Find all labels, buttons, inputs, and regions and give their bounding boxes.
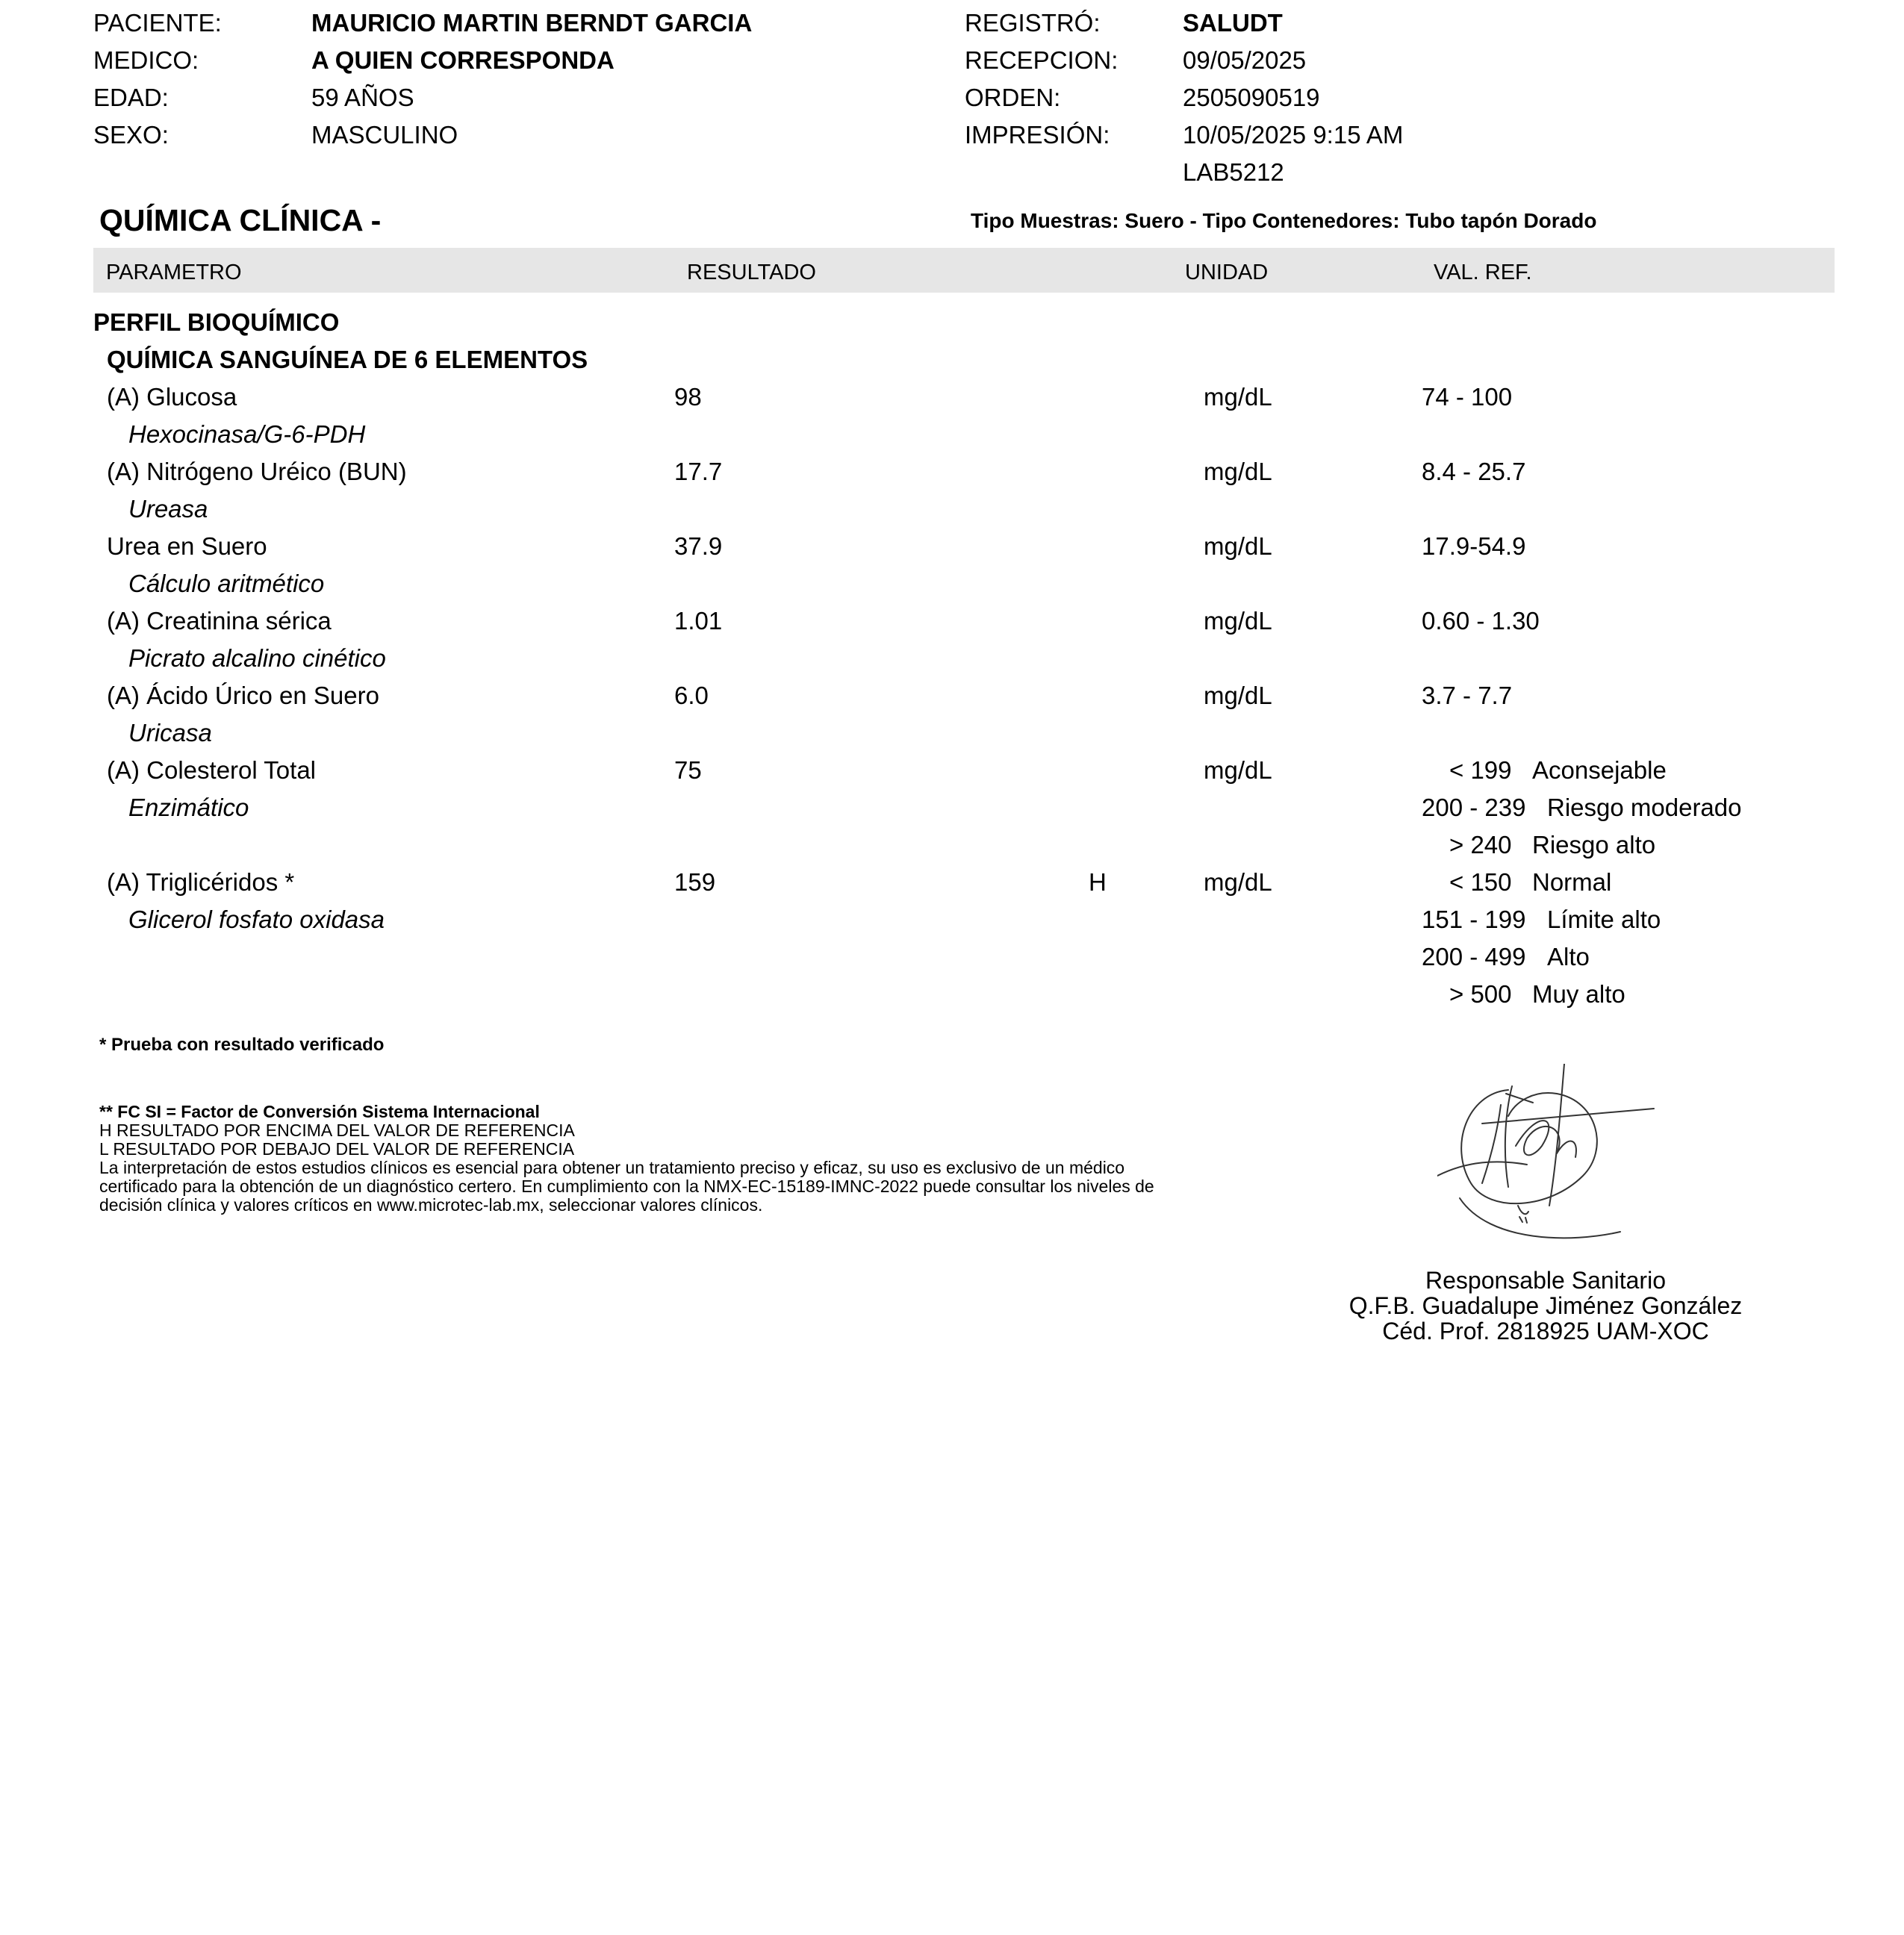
ref-range: > 500 bbox=[1449, 980, 1512, 1008]
fc-si-note: ** FC SI = Factor de Conversión Sistema Internacional bbox=[99, 1102, 540, 1121]
orden-label: ORDEN: bbox=[965, 84, 1061, 111]
disclaimer-line: decisión clínica y valores críticos en www.microtec-lab.mx, seleccionar valores clínicos. bbox=[99, 1195, 763, 1215]
ref-range: > 240 bbox=[1449, 831, 1512, 859]
test-unit: mg/dL bbox=[1204, 383, 1272, 411]
signer-role: Responsable Sanitario bbox=[1425, 1267, 1666, 1294]
impresion-label: IMPRESIÓN: bbox=[965, 121, 1110, 149]
ref-range: 200 - 499 bbox=[1422, 943, 1526, 970]
edad-label: EDAD: bbox=[93, 84, 169, 111]
recepcion-value: 09/05/2025 bbox=[1183, 46, 1307, 74]
group-quimica-sanguinea: QUÍMICA SANGUÍNEA DE 6 ELEMENTOS bbox=[107, 346, 588, 373]
disclaimer-line: La interpretación de estos estudios clínicos es esencial para obtener un tratamiento preciso y eficaz, su uso es exclusivo de un médico bbox=[99, 1158, 1125, 1177]
ref-range: 200 - 239 bbox=[1422, 794, 1526, 821]
test-result: 17.7 bbox=[674, 458, 723, 485]
ref-range-label: Riesgo moderado bbox=[1547, 794, 1742, 821]
signer-license: Céd. Prof. 2818925 UAM-XOC bbox=[1382, 1318, 1709, 1344]
test-method: Cálculo aritmético bbox=[128, 570, 325, 597]
test-unit: mg/dL bbox=[1204, 458, 1272, 485]
test-result: 1.01 bbox=[674, 607, 723, 635]
test-result: 6.0 bbox=[674, 682, 709, 709]
recepcion-label: RECEPCION: bbox=[965, 46, 1119, 74]
column-header-unidad: UNIDAD bbox=[1185, 261, 1269, 284]
paciente-label: PACIENTE: bbox=[93, 9, 222, 37]
ref-range: < 150 bbox=[1449, 868, 1512, 896]
test-result: 75 bbox=[674, 756, 702, 784]
test-name: (A) Nitrógeno Uréico (BUN) bbox=[107, 458, 407, 485]
column-header-parametro: PARAMETRO bbox=[106, 261, 242, 284]
test-method: Enzimático bbox=[128, 794, 249, 821]
test-unit: mg/dL bbox=[1204, 682, 1272, 709]
ref-range-label: Riesgo alto bbox=[1532, 831, 1656, 859]
test-method: Picrato alcalino cinético bbox=[128, 644, 386, 672]
column-header-bar bbox=[93, 248, 1835, 293]
edad-value: 59 AÑOS bbox=[311, 84, 414, 111]
column-header-val-ref: VAL. REF. bbox=[1434, 261, 1532, 284]
high-flag: H bbox=[1089, 868, 1107, 896]
test-unit: mg/dL bbox=[1204, 532, 1272, 560]
test-method: Uricasa bbox=[128, 719, 212, 747]
test-reference: 74 - 100 bbox=[1422, 383, 1513, 411]
l-note: L RESULTADO POR DEBAJO DEL VALOR DE REFERENCIA bbox=[99, 1139, 575, 1159]
test-name: (A) Triglicéridos * bbox=[107, 868, 295, 896]
ref-range-label: Aconsejable bbox=[1532, 756, 1667, 784]
test-reference: 17.9-54.9 bbox=[1422, 532, 1526, 560]
impresion-value: 10/05/2025 9:15 AM bbox=[1183, 121, 1404, 149]
sexo-label: SEXO: bbox=[93, 121, 169, 149]
registro-value: SALUDT bbox=[1183, 9, 1283, 37]
test-result: 98 bbox=[674, 383, 702, 411]
orden-value: 2505090519 bbox=[1183, 84, 1320, 111]
column-header-resultado: RESULTADO bbox=[687, 261, 816, 284]
disclaimer-line: certificado para la obtención de un diagnóstico certero. En cumplimiento con la NMX-EC-15189-IMNC-2022 puede consultar los niveles de bbox=[99, 1177, 1154, 1196]
test-reference: 3.7 - 7.7 bbox=[1422, 682, 1513, 709]
ref-range: < 199 bbox=[1449, 756, 1512, 784]
test-method: Ureasa bbox=[128, 495, 208, 523]
signature-block bbox=[1269, 1268, 1822, 1344]
ref-range-label: Límite alto bbox=[1547, 906, 1661, 933]
test-unit: mg/dL bbox=[1204, 868, 1272, 896]
test-name: (A) Ácido Úrico en Suero bbox=[107, 682, 379, 709]
ref-range-label: Normal bbox=[1532, 868, 1612, 896]
handwritten-signature bbox=[1437, 1064, 1669, 1250]
test-name: (A) Colesterol Total bbox=[107, 756, 317, 784]
test-name: Urea en Suero bbox=[107, 532, 267, 560]
test-unit: mg/dL bbox=[1204, 607, 1272, 635]
ref-range-label: Alto bbox=[1547, 943, 1590, 970]
test-name: (A) Glucosa bbox=[107, 383, 237, 411]
h-note: H RESULTADO POR ENCIMA DEL VALOR DE REFERENCIA bbox=[99, 1121, 575, 1140]
test-name: (A) Creatinina sérica bbox=[107, 607, 332, 635]
medico-label: MEDICO: bbox=[93, 46, 199, 74]
sample-info: Tipo Muestras: Suero - Tipo Contenedores: Tubo tapón Dorado bbox=[971, 209, 1597, 232]
test-unit: mg/dL bbox=[1204, 756, 1272, 784]
ref-range: 151 - 199 bbox=[1422, 906, 1526, 933]
test-result: 37.9 bbox=[674, 532, 723, 560]
verified-note: * Prueba con resultado verificado bbox=[99, 1035, 385, 1055]
group-perfil-bioquimico: PERFIL BIOQUÍMICO bbox=[93, 308, 340, 336]
test-method: Glicerol fosfato oxidasa bbox=[128, 906, 385, 933]
test-method: Hexocinasa/G-6-PDH bbox=[128, 420, 366, 448]
section-title: QUÍMICA CLÍNICA - bbox=[99, 203, 382, 237]
medico-value: A QUIEN CORRESPONDA bbox=[311, 46, 615, 74]
test-reference: 8.4 - 25.7 bbox=[1422, 458, 1526, 485]
ref-range-label: Muy alto bbox=[1532, 980, 1625, 1008]
test-reference: 0.60 - 1.30 bbox=[1422, 607, 1540, 635]
signer-name: Q.F.B. Guadalupe Jiménez González bbox=[1348, 1292, 1743, 1319]
test-result: 159 bbox=[674, 868, 716, 896]
sexo-value: MASCULINO bbox=[311, 121, 458, 149]
registro-label: REGISTRÓ: bbox=[965, 9, 1101, 37]
paciente-value: MAURICIO MARTIN BERNDT GARCIA bbox=[311, 9, 753, 37]
lab-code: LAB5212 bbox=[1183, 158, 1284, 186]
